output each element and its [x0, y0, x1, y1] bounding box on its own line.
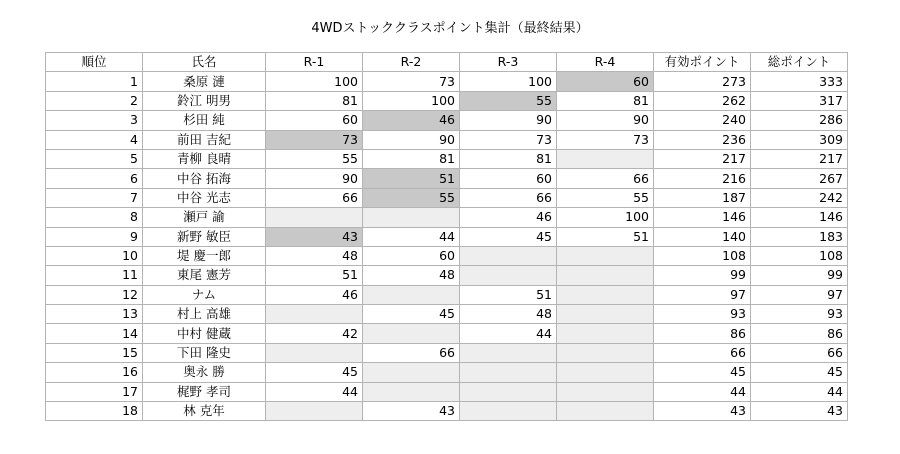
rank-cell: 11	[46, 266, 143, 285]
total-points-cell: 267	[751, 169, 848, 188]
driver-name-cell: 中谷 拓海	[143, 169, 266, 188]
driver-name-cell: 中谷 光志	[143, 188, 266, 207]
driver-name-cell: 前田 吉紀	[143, 130, 266, 149]
table-row	[46, 149, 848, 168]
header-name: 氏名	[143, 53, 266, 72]
round-2-points-cell: 55	[363, 188, 460, 207]
round-4-points-cell: 55	[557, 188, 654, 207]
round-1-points-cell: 55	[266, 149, 363, 168]
round-2-points-cell	[363, 363, 460, 382]
round-4-points-cell	[557, 266, 654, 285]
round-1-points-cell: 90	[266, 169, 363, 188]
total-points-cell: 183	[751, 227, 848, 246]
round-4-points-cell: 81	[557, 91, 654, 110]
effective-points-cell: 44	[654, 382, 751, 401]
effective-points-cell: 187	[654, 188, 751, 207]
rank-cell: 14	[46, 324, 143, 343]
round-4-points-cell	[557, 149, 654, 168]
round-1-points-cell: 81	[266, 91, 363, 110]
rank-cell: 9	[46, 227, 143, 246]
total-points-cell: 44	[751, 382, 848, 401]
round-3-points-cell	[460, 343, 557, 362]
round-1-points-cell	[266, 402, 363, 421]
driver-name-cell: 村上 高雄	[143, 305, 266, 324]
round-4-points-cell: 100	[557, 208, 654, 227]
round-4-points-cell: 60	[557, 72, 654, 91]
total-points-cell: 99	[751, 266, 848, 285]
round-2-points-cell: 45	[363, 305, 460, 324]
round-3-points-cell: 100	[460, 72, 557, 91]
table-row	[46, 111, 848, 130]
driver-name-cell: ナム	[143, 285, 266, 304]
round-1-points-cell: 44	[266, 382, 363, 401]
header-effective-points: 有効ポイント	[654, 53, 751, 72]
round-1-points-cell: 46	[266, 285, 363, 304]
effective-points-cell: 45	[654, 363, 751, 382]
rank-cell: 5	[46, 149, 143, 168]
rank-cell: 18	[46, 402, 143, 421]
round-2-points-cell	[363, 382, 460, 401]
round-2-points-cell: 51	[363, 169, 460, 188]
total-points-cell: 45	[751, 363, 848, 382]
header-total-points: 総ポイント	[751, 53, 848, 72]
round-2-points-cell: 44	[363, 227, 460, 246]
round-3-points-cell: 81	[460, 149, 557, 168]
round-3-points-cell	[460, 266, 557, 285]
round-4-points-cell	[557, 382, 654, 401]
rank-cell: 8	[46, 208, 143, 227]
table-row	[46, 363, 848, 382]
round-4-points-cell: 51	[557, 227, 654, 246]
header-rank: 順位	[46, 53, 143, 72]
header-r3: R-3	[460, 53, 557, 72]
rank-cell: 15	[46, 343, 143, 362]
rank-cell: 12	[46, 285, 143, 304]
round-2-points-cell	[363, 324, 460, 343]
header-r2: R-2	[363, 53, 460, 72]
round-1-points-cell	[266, 343, 363, 362]
round-1-points-cell	[266, 208, 363, 227]
round-2-points-cell: 43	[363, 402, 460, 421]
total-points-cell: 317	[751, 91, 848, 110]
driver-name-cell: 瀬戸 諭	[143, 208, 266, 227]
rank-cell: 16	[46, 363, 143, 382]
round-2-points-cell: 90	[363, 130, 460, 149]
driver-name-cell: 東尾 憲芳	[143, 266, 266, 285]
round-1-points-cell: 100	[266, 72, 363, 91]
round-4-points-cell	[557, 402, 654, 421]
effective-points-cell: 273	[654, 72, 751, 91]
effective-points-cell: 93	[654, 305, 751, 324]
round-4-points-cell	[557, 363, 654, 382]
table-row	[46, 208, 848, 227]
round-2-points-cell	[363, 285, 460, 304]
header-r1: R-1	[266, 53, 363, 72]
table-row	[46, 382, 848, 401]
effective-points-cell: 216	[654, 169, 751, 188]
driver-name-cell: 鈴江 明男	[143, 91, 266, 110]
round-1-points-cell: 66	[266, 188, 363, 207]
driver-name-cell: 林 克年	[143, 402, 266, 421]
round-2-points-cell: 66	[363, 343, 460, 362]
table-row	[46, 343, 848, 362]
round-3-points-cell: 46	[460, 208, 557, 227]
rank-cell: 13	[46, 305, 143, 324]
round-1-points-cell: 45	[266, 363, 363, 382]
round-4-points-cell: 66	[557, 169, 654, 188]
rank-cell: 4	[46, 130, 143, 149]
total-points-cell: 93	[751, 305, 848, 324]
rank-cell: 10	[46, 246, 143, 265]
total-points-cell: 333	[751, 72, 848, 91]
driver-name-cell: 杉田 純	[143, 111, 266, 130]
effective-points-cell: 140	[654, 227, 751, 246]
table-row	[46, 188, 848, 207]
rank-cell: 6	[46, 169, 143, 188]
round-1-points-cell: 51	[266, 266, 363, 285]
effective-points-cell: 66	[654, 343, 751, 362]
rank-cell: 2	[46, 91, 143, 110]
effective-points-cell: 146	[654, 208, 751, 227]
round-3-points-cell	[460, 246, 557, 265]
round-4-points-cell	[557, 324, 654, 343]
total-points-cell: 66	[751, 343, 848, 362]
round-3-points-cell: 90	[460, 111, 557, 130]
total-points-cell: 108	[751, 246, 848, 265]
total-points-cell: 309	[751, 130, 848, 149]
driver-name-cell: 新野 敏臣	[143, 227, 266, 246]
round-1-points-cell: 42	[266, 324, 363, 343]
rank-cell: 17	[46, 382, 143, 401]
total-points-cell: 242	[751, 188, 848, 207]
round-1-points-cell: 73	[266, 130, 363, 149]
round-1-points-cell	[266, 305, 363, 324]
driver-name-cell: 奥永 勝	[143, 363, 266, 382]
total-points-cell: 286	[751, 111, 848, 130]
round-4-points-cell	[557, 343, 654, 362]
effective-points-cell: 217	[654, 149, 751, 168]
table-row	[46, 227, 848, 246]
round-4-points-cell	[557, 246, 654, 265]
effective-points-cell: 99	[654, 266, 751, 285]
total-points-cell: 146	[751, 208, 848, 227]
round-2-points-cell: 73	[363, 72, 460, 91]
table-row	[46, 130, 848, 149]
table-row	[46, 324, 848, 343]
rank-cell: 1	[46, 72, 143, 91]
round-4-points-cell: 73	[557, 130, 654, 149]
total-points-cell: 217	[751, 149, 848, 168]
table-row	[46, 72, 848, 91]
round-1-points-cell: 48	[266, 246, 363, 265]
rank-cell: 3	[46, 111, 143, 130]
round-3-points-cell: 55	[460, 91, 557, 110]
round-2-points-cell: 48	[363, 266, 460, 285]
round-3-points-cell: 48	[460, 305, 557, 324]
table-row	[46, 266, 848, 285]
round-3-points-cell	[460, 402, 557, 421]
effective-points-cell: 236	[654, 130, 751, 149]
round-3-points-cell	[460, 382, 557, 401]
round-2-points-cell: 60	[363, 246, 460, 265]
round-2-points-cell: 81	[363, 149, 460, 168]
effective-points-cell: 43	[654, 402, 751, 421]
round-3-points-cell	[460, 363, 557, 382]
total-points-cell: 97	[751, 285, 848, 304]
table-row	[46, 169, 848, 188]
rank-cell: 7	[46, 188, 143, 207]
round-3-points-cell: 73	[460, 130, 557, 149]
effective-points-cell: 86	[654, 324, 751, 343]
table-row	[46, 91, 848, 110]
effective-points-cell: 97	[654, 285, 751, 304]
round-4-points-cell: 90	[557, 111, 654, 130]
round-3-points-cell: 44	[460, 324, 557, 343]
round-2-points-cell: 100	[363, 91, 460, 110]
table-row	[46, 402, 848, 421]
driver-name-cell: 中村 健蔵	[143, 324, 266, 343]
round-1-points-cell: 43	[266, 227, 363, 246]
round-4-points-cell	[557, 305, 654, 324]
driver-name-cell: 梶野 孝司	[143, 382, 266, 401]
table-row	[46, 305, 848, 324]
round-3-points-cell: 45	[460, 227, 557, 246]
round-3-points-cell: 51	[460, 285, 557, 304]
round-2-points-cell: 46	[363, 111, 460, 130]
driver-name-cell: 桑原 漣	[143, 72, 266, 91]
table-row	[46, 246, 848, 265]
results-table	[45, 52, 848, 421]
page-title: 4WDストッククラスポイント集計（最終結果）	[311, 21, 589, 36]
header-row	[46, 53, 848, 72]
driver-name-cell: 堤 慶一郎	[143, 246, 266, 265]
total-points-cell: 43	[751, 402, 848, 421]
total-points-cell: 86	[751, 324, 848, 343]
round-3-points-cell: 66	[460, 188, 557, 207]
round-3-points-cell: 60	[460, 169, 557, 188]
round-4-points-cell	[557, 285, 654, 304]
round-2-points-cell	[363, 208, 460, 227]
header-r4: R-4	[557, 53, 654, 72]
effective-points-cell: 262	[654, 91, 751, 110]
table-row	[46, 285, 848, 304]
effective-points-cell: 240	[654, 111, 751, 130]
round-1-points-cell: 60	[266, 111, 363, 130]
driver-name-cell: 下田 隆史	[143, 343, 266, 362]
driver-name-cell: 青柳 良晴	[143, 149, 266, 168]
effective-points-cell: 108	[654, 246, 751, 265]
